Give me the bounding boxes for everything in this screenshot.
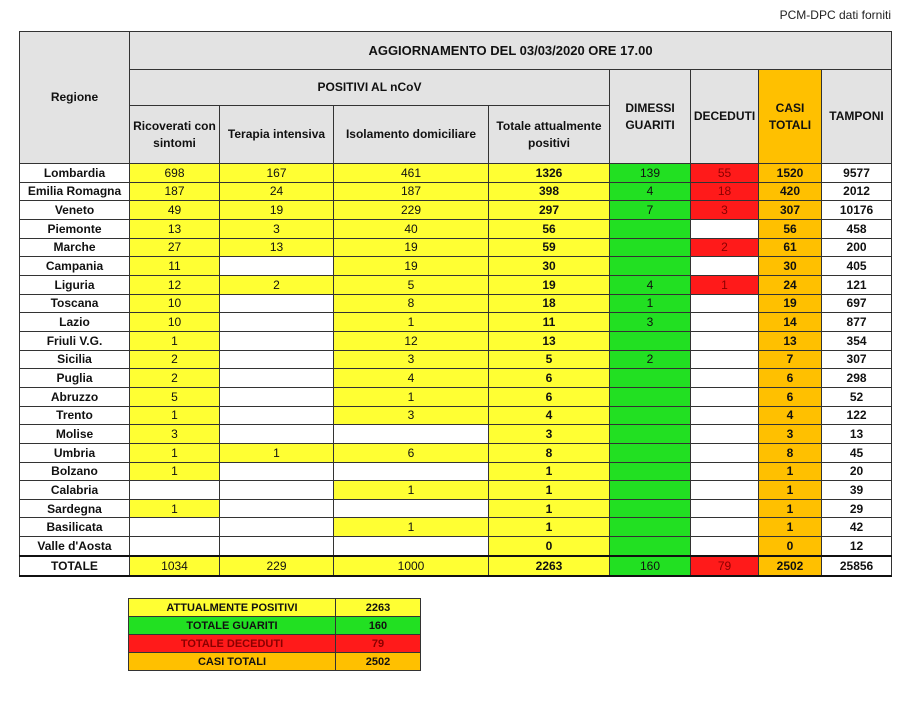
cell-totale-positivi: 1 [489,518,610,537]
cell-dimessi [610,443,691,462]
cell-terapia: 2 [220,275,334,294]
cell-ricoverati: 5 [130,387,220,406]
cell-casi: 307 [759,201,822,220]
cell-deceduti [691,443,759,462]
cell-dimessi [610,462,691,481]
cell-ricoverati: 1 [130,406,220,425]
cell-terapia [220,387,334,406]
cell-totale-positivi: 30 [489,257,610,276]
table-row [20,201,892,220]
legend-label: TOTALE DECEDUTI [129,635,336,653]
cell-regione: Veneto [20,201,130,220]
cell-deceduti [691,406,759,425]
cell-casi: 1520 [759,164,822,183]
header-positivi: POSITIVI AL nCoV [130,70,610,106]
cell-tamponi: 20 [822,462,892,481]
cell-isolamento [334,462,489,481]
cell-isolamento: 19 [334,238,489,257]
cell-totale-positivi: 13 [489,331,610,350]
cell-tamponi: 42 [822,518,892,537]
cell-regione: Toscana [20,294,130,313]
cell-tamponi: 307 [822,350,892,369]
header-isolamento: Isolamento domiciliare [334,106,489,164]
cell-totale-positivi: 11 [489,313,610,332]
cell-tamponi: 12 [822,537,892,556]
cell-tamponi: 10176 [822,201,892,220]
source-label: PCM-DPC dati forniti [779,8,891,22]
cell-regione: Trento [20,406,130,425]
cell-terapia: 19 [220,201,334,220]
legend-value: 2263 [336,599,421,617]
cell-dimessi [610,499,691,518]
cell-tamponi: 122 [822,406,892,425]
cell-isolamento: 1 [334,387,489,406]
cell-dimessi: 4 [610,275,691,294]
cell-totale-positivi: 2263 [489,556,610,576]
cell-totale-positivi: 8 [489,443,610,462]
cell-isolamento: 3 [334,350,489,369]
cell-dimessi [610,257,691,276]
cell-isolamento: 229 [334,201,489,220]
cell-totale-positivi: 1326 [489,164,610,183]
header-tamponi: TAMPONI [822,70,892,164]
totals-row [20,556,892,576]
legend-row [129,599,421,617]
cell-ricoverati: 1 [130,443,220,462]
cell-dimessi [610,387,691,406]
table-row [20,406,892,425]
cell-ricoverati: 12 [130,275,220,294]
cell-terapia [220,257,334,276]
cell-dimessi [610,518,691,537]
cell-regione: Umbria [20,443,130,462]
cell-totale-positivi: 6 [489,369,610,388]
cell-casi: 1 [759,481,822,500]
cell-regione: Campania [20,257,130,276]
cell-tamponi: 39 [822,481,892,500]
cell-deceduti [691,331,759,350]
cell-ricoverati: 2 [130,369,220,388]
cell-ricoverati: 11 [130,257,220,276]
table-row [20,499,892,518]
cell-isolamento: 8 [334,294,489,313]
cell-dimessi: 4 [610,182,691,201]
cell-casi: 6 [759,387,822,406]
table-row [20,425,892,444]
cell-casi: 61 [759,238,822,257]
cell-isolamento [334,425,489,444]
cell-isolamento: 1 [334,481,489,500]
cell-dimessi [610,406,691,425]
cell-regione: Valle d'Aosta [20,537,130,556]
header-casi: CASI TOTALI [759,70,822,164]
cell-terapia [220,294,334,313]
cell-tamponi: 45 [822,443,892,462]
legend-row [129,617,421,635]
cell-ricoverati: 1 [130,499,220,518]
cell-isolamento: 5 [334,275,489,294]
cell-totale-positivi: 1 [489,481,610,500]
cell-ricoverati: 13 [130,219,220,238]
cell-deceduti [691,518,759,537]
table-row [20,257,892,276]
table-row [20,331,892,350]
cell-casi: 7 [759,350,822,369]
cell-tamponi: 29 [822,499,892,518]
cell-totale-positivi: 398 [489,182,610,201]
cell-dimessi [610,481,691,500]
cell-regione: Bolzano [20,462,130,481]
table-row [20,350,892,369]
cell-deceduti [691,219,759,238]
cell-totale-positivi: 0 [489,537,610,556]
cell-terapia: 167 [220,164,334,183]
cell-dimessi: 2 [610,350,691,369]
cell-tamponi: 458 [822,219,892,238]
table-row [20,294,892,313]
cell-terapia [220,406,334,425]
cell-regione: Friuli V.G. [20,331,130,350]
cell-regione: Puglia [20,369,130,388]
cell-tamponi: 354 [822,331,892,350]
cell-totale-positivi: 1 [489,462,610,481]
cell-deceduti [691,499,759,518]
cell-totale-positivi: 1 [489,499,610,518]
cell-dimessi: 1 [610,294,691,313]
cell-dimessi [610,425,691,444]
table-row [20,313,892,332]
cell-casi: 1 [759,462,822,481]
cell-isolamento: 4 [334,369,489,388]
table-row [20,518,892,537]
cell-ricoverati: 27 [130,238,220,257]
cell-tamponi: 697 [822,294,892,313]
cell-regione: TOTALE [20,556,130,576]
cell-casi: 13 [759,331,822,350]
cell-tamponi: 405 [822,257,892,276]
legend-value: 79 [336,635,421,653]
cell-tamponi: 25856 [822,556,892,576]
cell-casi: 3 [759,425,822,444]
cell-deceduti: 3 [691,201,759,220]
cell-casi: 8 [759,443,822,462]
cell-terapia [220,369,334,388]
cell-terapia [220,350,334,369]
cell-isolamento: 461 [334,164,489,183]
cell-deceduti [691,350,759,369]
table-row [20,387,892,406]
cell-deceduti: 2 [691,238,759,257]
cell-terapia [220,518,334,537]
header-dimessi: DIMESSI GUARITI [610,70,691,164]
cell-tamponi: 13 [822,425,892,444]
cell-ricoverati: 698 [130,164,220,183]
legend-value: 160 [336,617,421,635]
cell-ricoverati [130,481,220,500]
cell-deceduti [691,462,759,481]
legend-row [129,653,421,671]
cell-dimessi [610,238,691,257]
cell-terapia [220,462,334,481]
table-row [20,369,892,388]
cell-dimessi: 7 [610,201,691,220]
cell-regione: Lazio [20,313,130,332]
cell-terapia [220,481,334,500]
cell-dimessi [610,369,691,388]
cell-dimessi [610,219,691,238]
header-regione: Regione [20,32,130,164]
cell-terapia [220,331,334,350]
cell-ricoverati: 10 [130,294,220,313]
cell-isolamento [334,537,489,556]
cell-dimessi: 139 [610,164,691,183]
cell-deceduti [691,481,759,500]
cell-terapia: 229 [220,556,334,576]
cell-dimessi: 3 [610,313,691,332]
cell-tamponi: 9577 [822,164,892,183]
covid-data-table [19,31,892,577]
table-row [20,537,892,556]
cell-totale-positivi: 59 [489,238,610,257]
cell-ricoverati: 187 [130,182,220,201]
cell-ricoverati: 49 [130,201,220,220]
table-row [20,462,892,481]
table-row [20,219,892,238]
cell-deceduti [691,313,759,332]
cell-casi: 56 [759,219,822,238]
cell-terapia: 13 [220,238,334,257]
table-row [20,182,892,201]
cell-tamponi: 877 [822,313,892,332]
cell-regione: Emilia Romagna [20,182,130,201]
table-row [20,238,892,257]
cell-ricoverati: 10 [130,313,220,332]
cell-casi: 14 [759,313,822,332]
cell-deceduti [691,257,759,276]
cell-dimessi [610,537,691,556]
table-row [20,164,892,183]
cell-terapia [220,425,334,444]
cell-casi: 4 [759,406,822,425]
cell-casi: 1 [759,518,822,537]
table-row [20,275,892,294]
header-ricoverati: Ricoverati con sintomi [130,106,220,164]
cell-terapia [220,499,334,518]
cell-casi: 19 [759,294,822,313]
cell-deceduti [691,294,759,313]
cell-tamponi: 52 [822,387,892,406]
table-row [20,481,892,500]
header-totale-positivi: Totale attualmente positivi [489,106,610,164]
cell-casi: 6 [759,369,822,388]
cell-ricoverati [130,518,220,537]
cell-tamponi: 121 [822,275,892,294]
cell-deceduti [691,537,759,556]
cell-deceduti: 79 [691,556,759,576]
cell-tamponi: 298 [822,369,892,388]
cell-dimessi: 160 [610,556,691,576]
legend-label: ATTUALMENTE POSITIVI [129,599,336,617]
cell-casi: 30 [759,257,822,276]
legend-row [129,635,421,653]
cell-casi: 0 [759,537,822,556]
legend-label: TOTALE GUARITI [129,617,336,635]
cell-terapia: 1 [220,443,334,462]
cell-casi: 2502 [759,556,822,576]
cell-ricoverati: 1034 [130,556,220,576]
table-row [20,443,892,462]
cell-totale-positivi: 5 [489,350,610,369]
cell-terapia [220,313,334,332]
cell-isolamento: 12 [334,331,489,350]
cell-ricoverati: 2 [130,350,220,369]
cell-deceduti [691,425,759,444]
cell-dimessi [610,331,691,350]
cell-isolamento: 1000 [334,556,489,576]
cell-isolamento: 19 [334,257,489,276]
cell-ricoverati: 1 [130,462,220,481]
cell-deceduti [691,387,759,406]
cell-terapia [220,537,334,556]
cell-isolamento: 1 [334,313,489,332]
cell-tamponi: 200 [822,238,892,257]
cell-isolamento: 1 [334,518,489,537]
legend-label: CASI TOTALI [129,653,336,671]
cell-regione: Sicilia [20,350,130,369]
cell-deceduti: 55 [691,164,759,183]
cell-regione: Piemonte [20,219,130,238]
cell-totale-positivi: 56 [489,219,610,238]
cell-regione: Sardegna [20,499,130,518]
cell-totale-positivi: 297 [489,201,610,220]
cell-regione: Lombardia [20,164,130,183]
header-deceduti: DECEDUTI [691,70,759,164]
cell-totale-positivi: 3 [489,425,610,444]
cell-deceduti: 1 [691,275,759,294]
cell-isolamento: 187 [334,182,489,201]
cell-totale-positivi: 4 [489,406,610,425]
cell-casi: 420 [759,182,822,201]
cell-tamponi: 2012 [822,182,892,201]
cell-isolamento: 40 [334,219,489,238]
cell-terapia: 24 [220,182,334,201]
table-title: AGGIORNAMENTO DEL 03/03/2020 ORE 17.00 [130,32,892,70]
legend-value: 2502 [336,653,421,671]
cell-regione: Marche [20,238,130,257]
cell-deceduti [691,369,759,388]
cell-regione: Molise [20,425,130,444]
cell-regione: Calabria [20,481,130,500]
cell-isolamento [334,499,489,518]
cell-totale-positivi: 6 [489,387,610,406]
cell-totale-positivi: 19 [489,275,610,294]
cell-isolamento: 3 [334,406,489,425]
cell-ricoverati: 3 [130,425,220,444]
cell-casi: 1 [759,499,822,518]
header-terapia: Terapia intensiva [220,106,334,164]
cell-terapia: 3 [220,219,334,238]
summary-legend [128,598,421,671]
cell-regione: Liguria [20,275,130,294]
cell-ricoverati [130,537,220,556]
cell-casi: 24 [759,275,822,294]
cell-totale-positivi: 18 [489,294,610,313]
cell-regione: Abruzzo [20,387,130,406]
cell-isolamento: 6 [334,443,489,462]
cell-deceduti: 18 [691,182,759,201]
cell-regione: Basilicata [20,518,130,537]
cell-ricoverati: 1 [130,331,220,350]
